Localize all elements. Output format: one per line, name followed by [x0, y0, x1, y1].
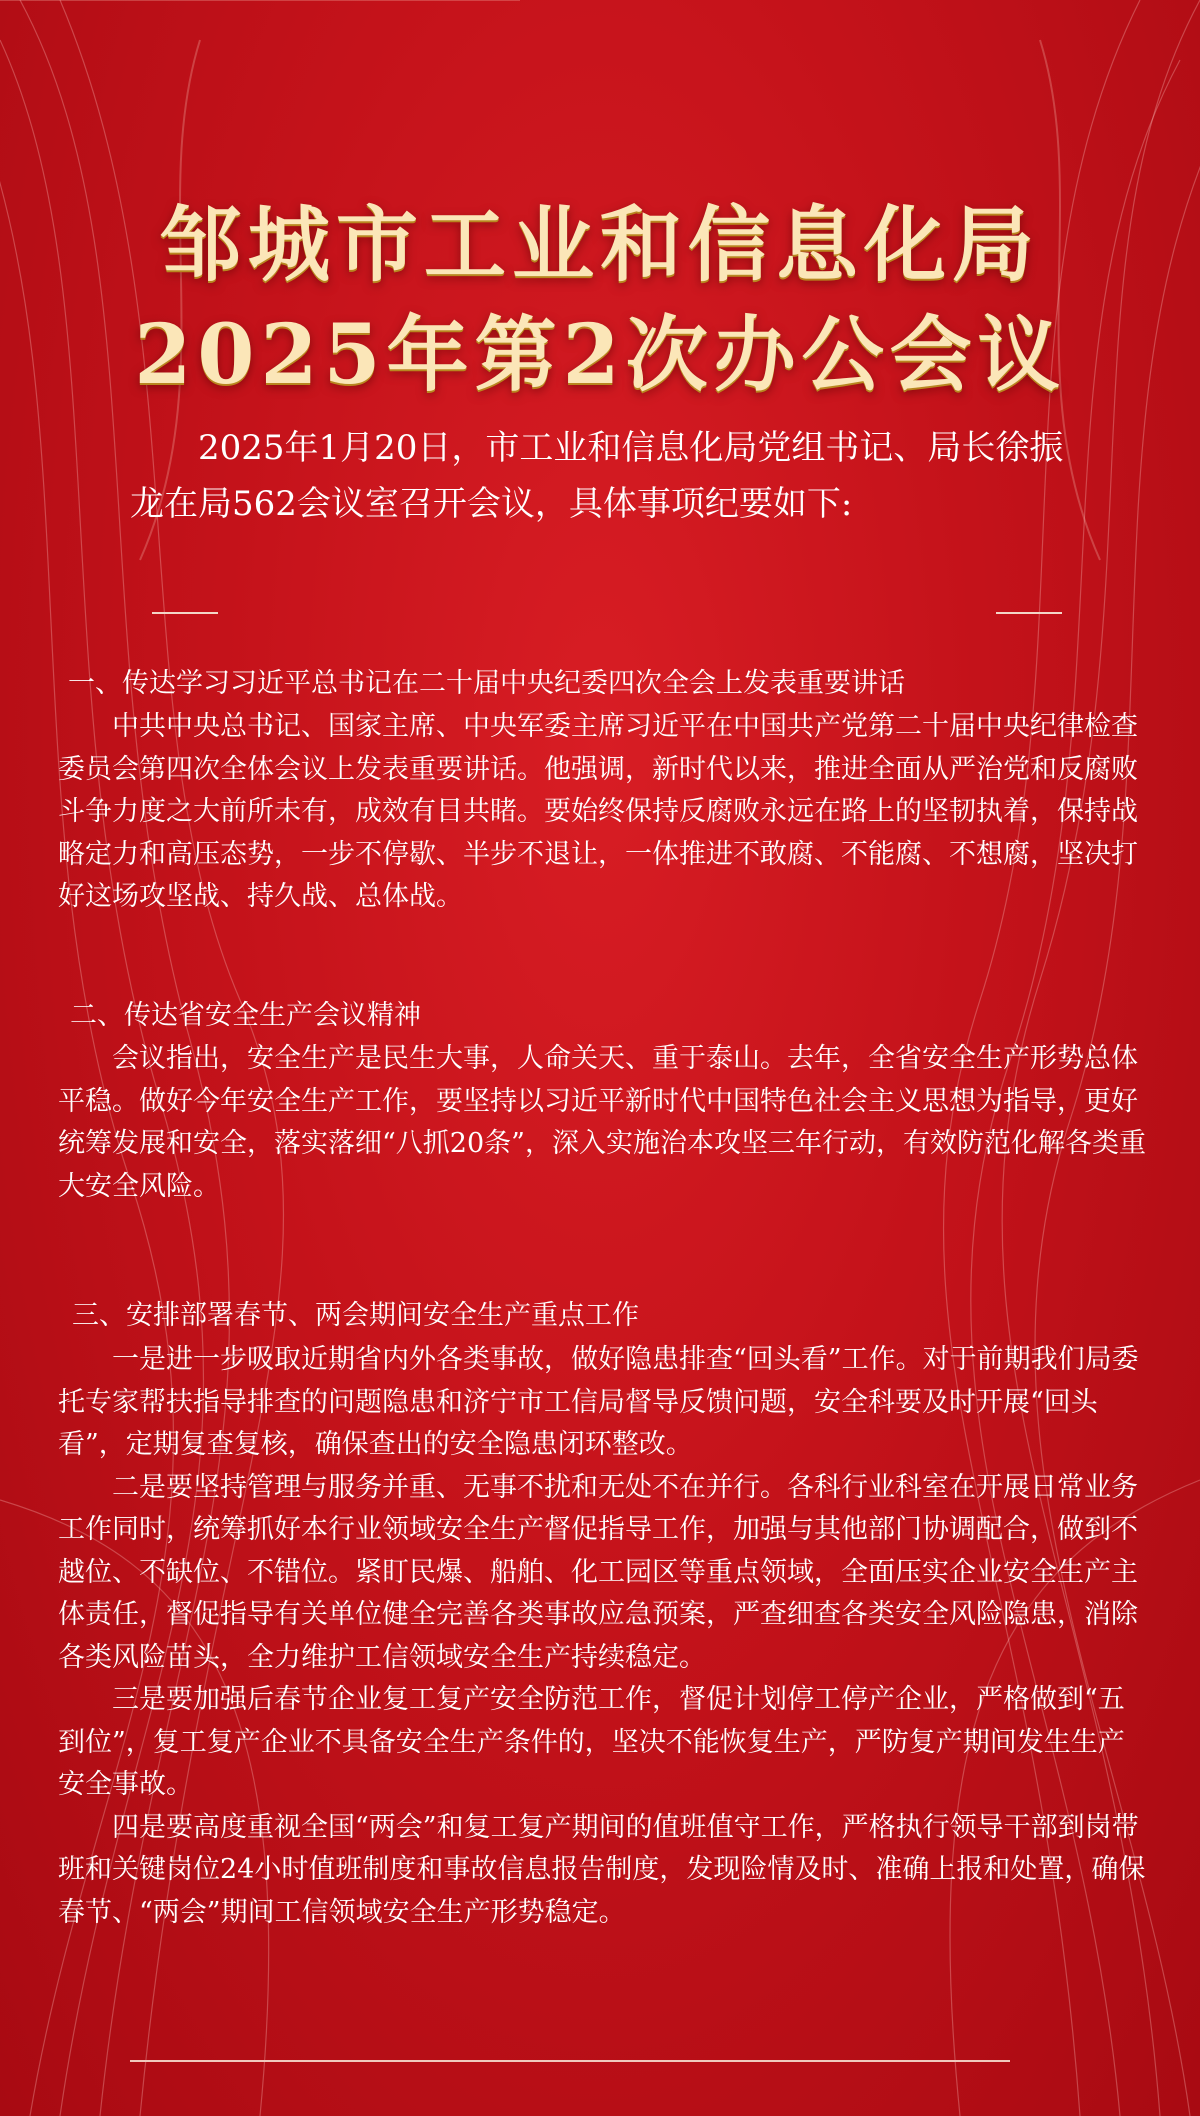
section-2-body	[58, 1038, 1150, 1208]
bottom-divider	[130, 2060, 1010, 2062]
page-title-line-2: 2025年第2次办公会议	[134, 307, 1066, 403]
section-1-heading: 一、传达学习习近平总书记在二十届中央纪委四次全会上发表重要讲话	[68, 668, 905, 699]
section-3-paragraph-2: 二是要坚持管理与服务并重、无事不扰和无处不在并行。各科行业科室在开展日常业务工作同时，统筹抓好本行业领域安全生产督促指导工作，加强与其他部门协调配合，做到不越位、不缺位、不错位。紧盯民爆、船舶、化工园区等重点领域，全面压实企业安全生产主体责任，督促指导有关单位健全完善各类事故应急预案，严查细查各类安全风险隐患，消除各类风险苗头，全力维护工信领域安全生产持续稳定。	[58, 1471, 1138, 1673]
section-1-paragraph-1: 中共中央总书记、国家主席、中央军委主席习近平在中国共产党第二十届中央纪律检查委员会第四次全体会议上发表重要讲话。他强调，新时代以来，推进全面从严治党和反腐败斗争力度之大前所未有，成效有目共睹。要始终保持反腐败永远在路上的坚韧执着，保持战略定力和高压态势，一步不停歇、半步不退让，一体推进不敢腐、不能腐、不想腐，坚决打好这场攻坚战、持久战、总体战。	[58, 711, 1138, 912]
section-3-paragraph-1: 一是进一步吸取近期省内外各类事故，做好隐患排查“回头看”工作。对于前期我们局委托专家帮扶指导排查的问题隐患和济宁市工信局督导反馈问题，安全科要及时开展“回头看”，定期复查复核，确保查出的安全隐患闭环整改。	[58, 1344, 1139, 1460]
section-3-heading: 三、安排部署春节、两会期间安全生产重点工作	[72, 1300, 639, 1331]
page-title-line-1: 邹城市工业和信息化局	[159, 197, 1040, 293]
section-2-paragraph-1: 会议指出，安全生产是民生大事，人命关天、重于泰山。去年，全省安全生产形势总体平稳。做好今年安全生产工作，要坚持以习近平新时代中国特色社会主义思想为指导，更好统筹发展和安全，落实落细“八抓20条”，深入实施治本攻坚三年行动，有效防范化解各类重大安全风险。	[58, 1043, 1146, 1202]
left-divider	[152, 612, 218, 614]
right-divider	[996, 612, 1062, 614]
section-2-heading: 二、传达省安全生产会议精神	[70, 1000, 421, 1031]
section-3-body	[58, 1339, 1150, 1934]
section-3-paragraph-3: 三是要加强后春节企业复工复产安全防范工作，督促计划停工停产企业，严格做到“五到位”，复工复产企业不具备安全生产条件的，坚决不能恢复生产，严防复产期间发生生产安全事故。	[58, 1684, 1125, 1800]
section-3-paragraph-4: 四是要高度重视全国“两会”和复工复产期间的值班值守工作，严格执行领导干部到岗带班和关键岗位24小时值班制度和事故信息报告制度，发现险情及时、准确上报和处置，确保春节、“两会”期间工信领域安全生产形势稳定。	[58, 1811, 1146, 1928]
intro-paragraph: 2025年1月20日，市工业和信息化局党组书记、局长徐振龙在局562会议室召开会议，具体事项纪要如下:	[130, 428, 1064, 524]
section-1-body	[58, 706, 1150, 919]
